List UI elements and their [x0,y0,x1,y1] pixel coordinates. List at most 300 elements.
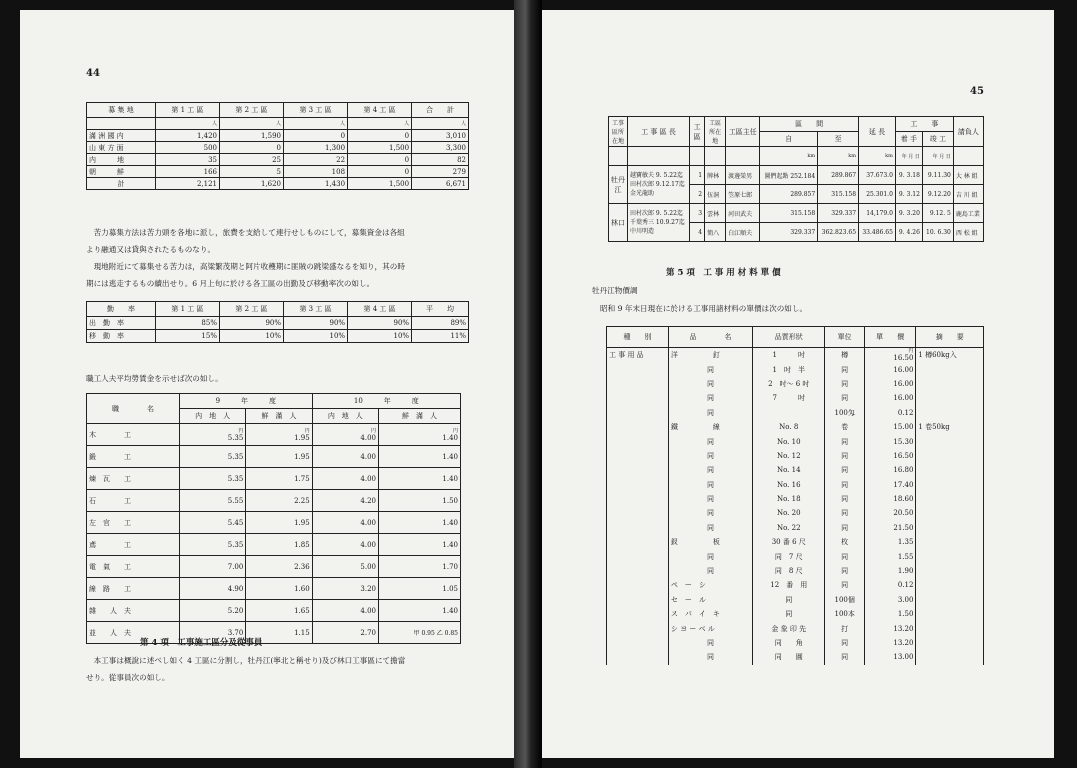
table-cell [180,600,246,622]
cell-value: 左 官 工 [89,518,131,527]
table-row [87,446,461,468]
table-cell [753,449,825,463]
staff-table [608,116,984,242]
cell-value: セ ー ル [670,595,706,604]
cell-value: 13.20 [893,624,914,633]
table-cell [607,362,669,376]
table-cell [668,564,752,578]
table-cell [312,446,378,468]
col-place: 工事區所在地 [609,117,628,147]
table-row [87,600,461,622]
table-cell [312,578,378,600]
cell-value: 1.55 [897,552,914,561]
table-cell [378,468,460,490]
table-cell: 4 [690,223,705,242]
cell-value: 同 [706,639,714,647]
table-cell: 大 林 組 [953,166,983,185]
table-cell: 1,500 [348,142,412,154]
cell-value: 1.50 [897,610,914,619]
table-cell [378,578,460,600]
table-header: 第 2 工 區 [219,103,283,118]
table-cell: 10% [219,330,283,343]
table-cell: 移 動 率 [87,330,156,343]
cell-value: 釵 板 [670,538,720,547]
cell-value: 4.00 [360,518,376,527]
cell-value: 16.50 [893,353,914,362]
table-cell [864,607,915,621]
table-row [87,468,461,490]
unit-label: 円 [370,427,376,434]
cell-value: 16.00 [893,379,914,388]
cell-value: 1.40 [442,452,458,461]
col-length: 延 長 [859,117,896,147]
cell-value: 1 樽60kg入 [918,351,957,360]
cell-value: 16.50 [893,451,914,460]
cell-value: 1.35 [897,538,914,547]
cell-value: 4.90 [227,584,244,593]
table-cell [864,420,915,434]
table-cell: 10. 6.30 [922,223,953,242]
cell-value: 煉 瓦 工 [89,474,131,483]
cell-value: No. 12 [776,451,801,460]
cell-value: 100個 [834,595,855,604]
table-cell [916,406,984,420]
cell-value: 同 [841,466,849,475]
col-to: 至 [818,132,859,147]
table-cell [246,600,312,622]
table-cell [607,607,669,621]
table-cell [825,391,865,405]
table-cell [607,549,669,563]
chief-cell: 越寶敏夫 9. 5.22迄 田村次郎 9.12.17迄 金光龍助 [628,166,690,204]
cell-value: 同 [785,595,793,604]
table-cell [726,147,760,166]
cell-value: 5.00 [360,562,376,571]
table-cell [864,549,915,563]
table-cell [668,463,752,477]
table-header: 第 4 工 區 [348,103,412,118]
table-cell: 90% [284,317,348,330]
col-from: 自 [760,132,818,147]
cell-value: 16.00 [893,394,914,403]
cell-value: 石 工 [89,496,131,505]
cell-value: 同 [841,437,849,446]
table-cell: 鹿島工業 [953,204,983,223]
col-year-10: 10 年 度 [312,394,460,409]
table-cell [825,549,865,563]
table-cell [864,593,915,607]
table-cell [607,434,669,448]
table-cell [864,348,915,363]
table-cell [378,424,460,446]
table-cell [668,607,752,621]
unit-label: 年 月 日 [922,147,953,166]
table-cell [668,578,752,592]
table-cell [753,362,825,376]
cell-value: 2 吋〜 6 吋 [768,379,810,388]
cell-value: 甲 0.95 乙 0.85 [413,630,458,637]
table-cell: 0 [348,130,412,142]
unit-row [87,118,469,130]
cell-value: 同 [841,451,849,460]
cell-value: 同 [841,365,849,374]
cell-value: 7 吋 [772,394,805,403]
table-cell [246,578,312,600]
table-header: 内 地 人 [180,409,246,424]
table-header: 鮮 滿 人 [378,409,460,424]
table-row [609,204,984,223]
table-cell [668,391,752,405]
table-cell [246,446,312,468]
table-cell [825,607,865,621]
table-cell [916,578,984,592]
table-cell: 1,300 [284,142,348,154]
cell-value: 1 卷50kg [918,423,950,432]
table-cell [668,449,752,463]
table-row [87,178,469,190]
table-cell: 315.158 [818,185,859,204]
table-cell: 滿 洲 國 内 [87,130,156,142]
table-cell [607,578,669,592]
table-row [607,521,984,535]
table-cell: 出 勤 率 [87,317,156,330]
cell-value: 2.36 [294,562,310,571]
table-cell [607,478,669,492]
table-cell: 渡邊榮男 [726,166,760,185]
table-header: 單位 [825,327,865,348]
text-line: 苦力募集方法は苦力頭を各地に派し，旅費を支給して連行せしものにして，募集資金は各組 [93,228,405,237]
cell-value: 同 [841,379,849,388]
table-cell: 9.11.30 [922,166,953,185]
page-number: 44 [86,68,100,79]
table-cell: 10% [284,330,348,343]
cell-value: 3.20 [360,584,376,593]
table-cell [916,621,984,635]
table-cell [690,147,705,166]
table-row [607,478,984,492]
table-cell [668,478,752,492]
cell-value: 18.60 [893,495,914,504]
cell-value: 同 [706,509,714,518]
table-cell [180,446,246,468]
col-finish: 竣 工 [922,132,953,147]
cell-value: 洋 釘 [670,351,720,360]
cell-value: 1.05 [442,584,458,593]
cell-value: 同 [706,394,714,403]
paragraph [86,224,405,292]
unit-label: 円 [304,427,310,434]
table-cell [607,636,669,650]
unit-label: 円 [238,427,244,434]
table-header: 第 3 工 區 [284,103,348,118]
left-page [20,10,514,758]
table-cell: 166 [155,166,219,178]
table-cell [668,348,752,363]
table-cell [607,391,669,405]
cell-value: 3.00 [897,595,914,604]
table-cell [825,636,865,650]
table-cell [753,564,825,578]
table-cell [705,147,726,166]
table-header: 勤 率 [87,302,156,317]
cell-value: No. 14 [776,466,801,475]
table-row [607,564,984,578]
cell-value: 同 [706,653,714,662]
section-heading: 第 4 項 工事施工區分及從事員 [140,638,263,648]
unit-label: 円 [452,427,458,434]
table-row [607,420,984,434]
table-cell: 22 [284,154,348,166]
cell-value: 同 [841,653,849,662]
right-page [542,10,1054,758]
unit-label: 人 [155,118,219,130]
table-cell [607,449,669,463]
table-cell [312,622,378,644]
table-cell: 2,121 [155,178,219,190]
price-table [606,326,984,665]
table-cell: 9. 3.18 [895,166,922,185]
unit-label: 人 [219,118,283,130]
table-cell [916,362,984,376]
table-cell [753,420,825,434]
cell-value: No. 22 [776,523,801,532]
cell-value: 雜 人 夫 [89,606,131,615]
table-cell: 山 東 方 面 [87,142,156,154]
table-cell [378,512,460,534]
table-cell: 14,179.0 [859,204,896,223]
table-cell [753,549,825,563]
table-cell: 500 [155,142,219,154]
table-cell [87,578,180,600]
cell-value: 5.45 [227,518,244,527]
table-cell: 牌林 [705,166,726,185]
unit-label: 人 [284,118,348,130]
table-cell: 計 [87,178,156,190]
table-row [607,650,984,664]
col-start: 着 手 [895,132,922,147]
table-cell [825,377,865,391]
table-cell [916,449,984,463]
table-row [87,490,461,512]
table-cell: 内 地 [87,154,156,166]
table-cell [87,512,180,534]
table-row [609,166,984,185]
table-cell: 90% [348,317,412,330]
table-cell [87,490,180,512]
table-row [87,142,469,154]
cell-value: 同 [841,509,849,518]
table-cell [87,468,180,490]
table-cell: 吉 川 組 [953,185,983,204]
cell-value: 樽 [841,351,849,360]
table-cell [607,621,669,635]
table-row [87,424,461,446]
table-cell [87,600,180,622]
table-cell [668,377,752,391]
cell-value: 5.55 [227,496,244,505]
cell-value: 5.35 [227,474,244,483]
table-cell: 6,671 [412,178,469,190]
table-cell: 河田武夫 [726,204,760,223]
table-cell [825,420,865,434]
table-cell: 37.673.0 [859,166,896,185]
table-cell: 朝 鮮 [87,166,156,178]
table-cell [607,564,669,578]
cell-value: 1.85 [294,540,310,549]
table-cell: 10% [348,330,412,343]
table-cell [607,406,669,420]
table-cell [668,650,752,664]
wage-intro: 職工人夫平均勞賃金を示せば次の如し。 [86,374,223,383]
rate-table [86,301,469,343]
cell-value: 同 [706,567,714,576]
cell-value: 5.35 [227,433,244,442]
table-cell [607,420,669,434]
price-intro: 昭和 9 年末日現在に於ける工事用諸材料の單價は次の如し。 [600,304,808,313]
table-cell: 0 [284,130,348,142]
cell-value: 30 番 6 尺 [771,538,806,547]
table-cell [753,621,825,635]
unit-label: 年 月 日 [895,147,922,166]
cell-value: 12 番 用 [770,581,808,590]
table-cell [916,564,984,578]
text-line: せり。從事員次の如し。 [86,673,170,682]
table-cell [312,600,378,622]
table-cell [668,420,752,434]
table-row [607,377,984,391]
cell-value: 同 [706,552,714,561]
cell-value: 同 角 [774,639,803,647]
cell-value: ペ ー シ [670,581,706,590]
paragraph [86,652,405,686]
table-cell [312,490,378,512]
table-row [607,463,984,477]
table-row [87,534,461,556]
table-cell: 33.486.65 [859,223,896,242]
table-cell [916,420,984,434]
table-cell: 9. 4.26 [895,223,922,242]
table-cell [825,650,865,664]
table-cell: 25.301.0 [859,185,896,204]
cell-value: 同 [706,523,714,532]
cell-value: 4.00 [360,452,376,461]
cell-value: 同 [706,437,714,446]
cell-value: 同 [706,495,714,504]
table-header: 合 計 [412,103,469,118]
table-header: 第 3 工 區 [284,302,348,317]
table-cell [916,463,984,477]
cell-value: 16.00 [893,365,914,374]
table-row [607,535,984,549]
cell-value: 2.25 [294,496,310,505]
unit-label: km [859,147,896,166]
cell-value: 同 [841,495,849,504]
cell-value: 4.00 [360,606,376,615]
cell-value: 13.00 [893,653,914,662]
cell-value: 同 [706,480,714,489]
cell-value: 5.35 [227,452,244,461]
col-section: 工區 [690,117,705,147]
cell-value: 打 [841,624,849,633]
cell-value: No. 16 [776,480,801,489]
table-cell [825,535,865,549]
table-cell [825,593,865,607]
cell-value: 鐵 線 [670,423,720,432]
table-cell [753,593,825,607]
table-cell: 白江順夫 [726,223,760,242]
cell-value: 同 [706,365,714,374]
cell-value: 同 [841,581,849,590]
cell-value: 1.95 [294,433,310,442]
table-cell [87,424,180,446]
table-cell [864,362,915,376]
table-cell [864,636,915,650]
cell-value: 同 [841,552,849,561]
col-manager: 工區主任 [726,117,760,147]
table-cell [378,622,460,644]
table-cell: 11% [412,330,469,343]
table-row [607,636,984,650]
table-row [87,330,469,343]
table-cell [180,534,246,556]
table-cell [864,535,915,549]
col-chief: 工 事 區 長 [628,117,690,147]
text-line: より融通又は貸與されたるものなり。 [86,245,216,254]
table-cell [607,535,669,549]
table-cell [825,492,865,506]
table-row [87,578,461,600]
table-cell [628,147,690,166]
table-header: 種 別 [607,327,669,348]
table-cell [607,348,669,363]
cell-value: 鍛 工 [89,452,131,461]
cell-value: 4.00 [360,433,376,442]
cell-value: 100匁 [834,408,855,417]
table-cell [607,492,669,506]
table-cell [246,556,312,578]
table-cell [668,636,752,650]
table-header: 平 均 [412,302,469,317]
cell-value: 1.50 [442,496,458,505]
table-header: 第 2 工 區 [219,302,283,317]
table-cell: 1,500 [348,178,412,190]
table-cell: 9.12.20 [922,185,953,204]
table-cell [864,578,915,592]
cell-value: 同 [841,639,849,647]
unit-label: 人 [348,118,412,130]
table-row [607,607,984,621]
table-header: 品質形狀 [753,327,825,348]
cell-value: 同 [841,480,849,489]
table-cell: 89% [412,317,469,330]
table-cell: 90% [219,317,283,330]
table-cell [607,506,669,520]
cell-value: 同 [785,610,793,619]
table-cell [916,593,984,607]
col-location: 工區所在地 [705,117,726,147]
table-cell [825,478,865,492]
cell-value: 13.20 [893,639,914,647]
cell-value: 4.20 [360,496,376,505]
section-heading: 第 5 項 工 事 用 材 料 單 價 [666,268,781,278]
table-cell: 圖們起點 252.184 [760,166,818,185]
table-cell: 1,420 [155,130,219,142]
cell-value: 1 吋 半 [772,365,805,374]
table-cell: 329.337 [818,204,859,223]
cell-value: 同 [706,379,714,388]
table-cell [378,534,460,556]
table-cell [378,490,460,512]
